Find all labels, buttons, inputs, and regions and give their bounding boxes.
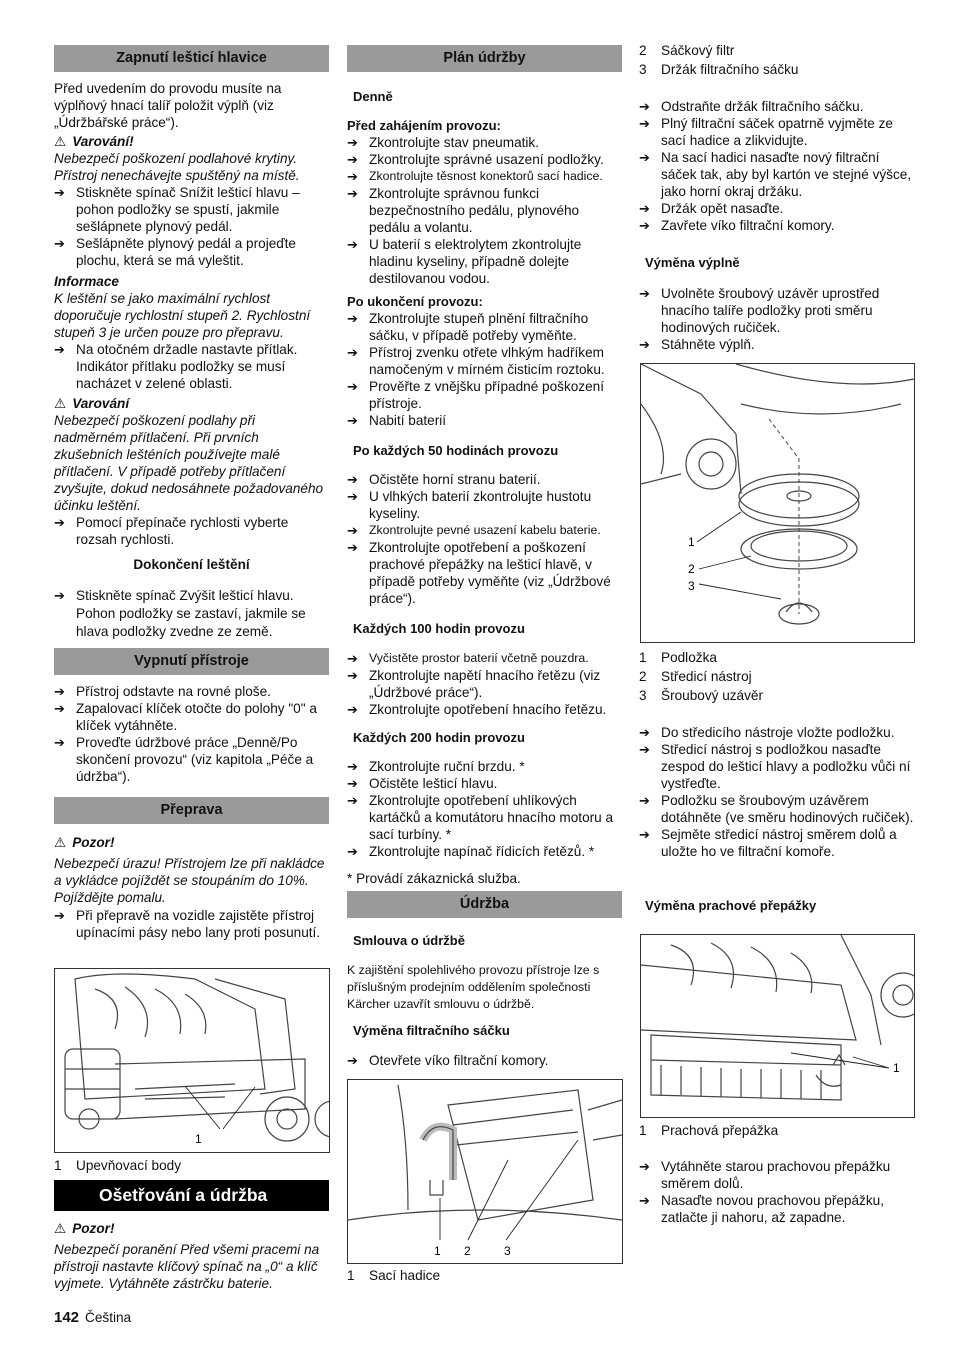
list-item: ➔ Plný filtrační sáček opatrně vyjměte ze sací hadice a zlikvidujte. [639, 116, 893, 148]
callout-number: 3 [688, 579, 695, 593]
dust-skirt-illustration [641, 935, 914, 1117]
list-item: ➔ Zkontrolujte opotřebení uhlíkových kartáčků a komutátoru hnacího motoru a sací turbíny. * [347, 793, 614, 842]
warning-text: Nebezpečí poškození podlahy při nadměrném přítlačení. Při prvních zkušebních lešténích používejte malé přítlačení. V případě potřeby přítlačení zvyšujte, dokud nedosáhnete požadovaného účinku leštění. [54, 413, 324, 513]
list-item: ➔ Sejměte středicí nástroj směrem dolů a uložte ho ve filtrační komoře. [639, 827, 897, 859]
list-item: ➔ Zkontrolujte stupeň plnění filtračního sáčku, v případě potřeby vyměňte. [347, 311, 589, 343]
list-item: ➔ Stáhněte výplň. [639, 337, 755, 352]
arrow-icon: ➔ [54, 342, 65, 357]
warning-label: ⚠ Pozor! [54, 835, 115, 850]
arrow-icon: ➔ [639, 150, 650, 165]
subsection-title: Každých 200 hodin provozu [353, 730, 525, 745]
arrow-icon: ➔ [639, 218, 650, 233]
list-item: ➔ Očistěte horní stranu baterií. [347, 472, 541, 487]
arrow-icon: ➔ [639, 337, 650, 352]
warning-triangle-icon: ⚠ [54, 1221, 67, 1236]
language-label: Čeština [85, 1310, 132, 1325]
step-list [347, 471, 622, 607]
arrow-icon: ➔ [639, 827, 650, 842]
list-item: ➔ Otevřete víko filtrační komory. [347, 1053, 549, 1068]
section-header-preprava: Přeprava [54, 797, 329, 824]
list-item: ➔ Při přepravě na vozidle zajistěte přístroj upínacími pásy nebo lany proti posunutí. [54, 908, 321, 940]
list-item: ➔ Zkontrolujte těsnost konektorů sací hadice. [347, 169, 603, 184]
subsection-title: Výměna výplně [645, 255, 740, 270]
list-item: ➔ Zkontrolujte napínač řídicích řetězů. * [347, 844, 595, 859]
arrow-icon: ➔ [347, 237, 358, 252]
figure-legend: 2 Sáčkový filtr [639, 43, 735, 58]
list-item: ➔ Zkontrolujte správné usazení podložky. [347, 152, 604, 167]
footnote: * Provádí zákaznická služba. [347, 871, 521, 886]
subsection-title: Po každých 50 hodinách provozu [353, 443, 559, 458]
list-item: ➔ Zkontrolujte opotřebení hnacího řetězu. [347, 702, 607, 717]
step-list [347, 1052, 622, 1069]
arrow-icon: ➔ [347, 186, 358, 201]
step-list [54, 514, 329, 548]
page-footer [54, 1309, 131, 1326]
list-item: ➔ Zkontrolujte stav pneumatik. [347, 135, 540, 150]
arrow-icon: ➔ [639, 286, 650, 301]
section-header-vypnuti: Vypnutí přístroje [54, 648, 329, 675]
list-item: ➔ Uvolněte šroubový uzávěr uprostřed hnacího talíře podložky proti směru hodinových ručiček. [639, 286, 880, 335]
list-item: ➔ Proveďte údržbové práce „Denně/Po skončení provozu“ (viz kapitola „Péče a údržba“). [54, 735, 314, 784]
figure-pad [640, 363, 915, 643]
list-item: ➔ Sešlápněte plynový pedál a projeďte plochu, která se má vyleštit. [54, 236, 296, 268]
figure-transport [54, 968, 330, 1153]
subsection-title: Výměna filtračního sáčku [353, 1023, 510, 1038]
arrow-icon: ➔ [639, 116, 650, 131]
warning-text: Nebezpečí úrazu! Přístrojem lze při nakládce a vykládce pojíždět se stoupáním do 10%. Pojíždějte pomalu. [54, 856, 325, 905]
list-label: Po ukončení provozu: [347, 294, 483, 309]
callout-number: 1 [195, 1132, 202, 1146]
arrow-icon: ➔ [347, 472, 358, 487]
list-item: ➔ Zkontrolujte správnou funkci bezpečnostního pedálu, plynového pedálu a volantu. [347, 186, 580, 235]
step-list [347, 650, 622, 718]
callout-number: 2 [688, 562, 695, 576]
arrow-icon: ➔ [639, 99, 650, 114]
callout-number: 2 [464, 1244, 471, 1258]
arrow-icon: ➔ [347, 759, 358, 774]
list-item: ➔ Přístroj zvenku otřete vlhkým hadříkem namočeným v mírném čisticím roztoku. [347, 345, 605, 377]
arrow-icon: ➔ [347, 135, 358, 150]
warning-label: ⚠ Varování! [54, 134, 134, 149]
filter-chamber-illustration [348, 1080, 622, 1263]
list-item: ➔ Prověřte z vnějšku případné poškození přístroje. [347, 379, 605, 411]
list-item: ➔ Držák opět nasaďte. [639, 201, 784, 216]
list-item: ➔ Vyčistěte prostor baterií včetně pouzdra. [347, 651, 589, 666]
arrow-icon: ➔ [347, 540, 358, 555]
arrow-icon: ➔ [347, 523, 358, 538]
list-item: ➔ Nasaďte novou prachovou přepážku, zatlačte ji nahoru, až zapadne. [639, 1193, 884, 1225]
step-list [639, 285, 915, 353]
arrow-icon: ➔ [347, 793, 358, 808]
chapter-header: Ošetřování a údržba [54, 1180, 329, 1211]
arrow-icon: ➔ [54, 701, 65, 716]
intro-text: Před uvedením do provodu musíte na výplňový hnací talíř položit výplň (viz „Údržbářské práce“). [54, 81, 282, 130]
list-item: ➔ Zkontrolujte ruční brzdu. * [347, 759, 525, 774]
callout-number: 1 [434, 1244, 441, 1258]
arrow-icon: ➔ [54, 185, 65, 200]
subsection-title: Každých 100 hodin provozu [353, 621, 525, 636]
callout-number: 1 [893, 1061, 900, 1075]
list-item: ➔ Stiskněte spínač Snížit lešticí hlavu – pohon podložky se spustí, jakmile sešlápnete plynový pedál. [54, 185, 300, 234]
list-item: ➔ Stiskněte spínač Zvýšit lešticí hlavu. Pohon podložky se zastaví, jakmile se hlava podložky zvedne ze země. [54, 588, 306, 639]
arrow-icon: ➔ [54, 908, 65, 923]
arrow-icon: ➔ [347, 1053, 358, 1068]
arrow-icon: ➔ [347, 489, 358, 504]
arrow-icon: ➔ [347, 379, 358, 394]
info-label: Informace [54, 274, 119, 289]
arrow-icon: ➔ [639, 201, 650, 216]
subsection-title: Smlouva o údržbě [353, 933, 465, 948]
arrow-icon: ➔ [639, 1159, 650, 1174]
list-item: ➔ Odstraňte držák filtračního sáčku. [639, 99, 864, 114]
callout-number: 1 [688, 535, 695, 549]
list-item: ➔ Zavřete víko filtrační komory. [639, 218, 835, 233]
subsection-title: Dokončení leštění [133, 557, 250, 572]
step-list [347, 310, 622, 429]
list-item: ➔ Zkontrolujte pevné usazení kabelu baterie. [347, 523, 601, 538]
step-list [639, 1158, 915, 1226]
arrow-icon: ➔ [347, 651, 358, 666]
warning-text: Nebezpečí poranění Před všemi pracemi na přístroji nastavte klíčový spínač na „0“ a klíč vyjmete. Vytáhněte zástrčku baterie. [54, 1242, 320, 1291]
arrow-icon: ➔ [54, 236, 65, 251]
pad-exploded-illustration [641, 364, 914, 642]
step-list [347, 134, 622, 287]
section-header-udrzba: Údržba [347, 891, 622, 918]
step-list [54, 587, 329, 641]
list-item: ➔ U baterií s elektrolytem zkontrolujte hladinu kyseliny, případně dolejte destilovanou vodou. [347, 237, 582, 286]
list-item: ➔ Zapalovací klíček otočte do polohy "0" a klíček vytáhněte. [54, 701, 317, 733]
list-label: Před zahájením provozu: [347, 118, 501, 133]
step-list [639, 724, 915, 860]
arrow-icon: ➔ [347, 668, 358, 683]
step-list [54, 907, 329, 941]
step-list [347, 758, 622, 860]
warning-triangle-icon: ⚠ [54, 835, 67, 850]
arrow-icon: ➔ [639, 725, 650, 740]
figure-legend: 1 Prachová přepážka [639, 1123, 779, 1138]
arrow-icon: ➔ [347, 169, 358, 184]
machine-side-illustration [55, 969, 329, 1152]
figure-skirt [640, 934, 915, 1118]
callout-number: 3 [504, 1244, 511, 1258]
arrow-icon: ➔ [347, 702, 358, 717]
arrow-icon: ➔ [54, 588, 65, 603]
figure-legend: 3 Šroubový uzávěr [639, 688, 764, 703]
contract-text: K zajištění spolehlivého provozu přístroje lze s příslušným prodejním oddělením společnosti Kärcher uzavřít smlouvu o údržbě. [347, 963, 600, 1011]
figure-filter-bag [347, 1079, 623, 1264]
list-item: ➔ Na sací hadici nasaďte nový filtrační sáček tak, aby byl kartón ve stejné výšce, jako horní okraj držáku. [639, 150, 912, 199]
list-item: ➔ Středicí nástroj s podložkou nasaďte zespod do lešticí hlavy a podložku vůči ní vystřeďte. [639, 742, 911, 791]
list-item: ➔ Očistěte lešticí hlavu. [347, 776, 498, 791]
warning-label: ⚠ Pozor! [54, 1221, 115, 1236]
warning-triangle-icon: ⚠ [54, 396, 67, 411]
list-item: ➔ Nabití baterií [347, 413, 447, 428]
arrow-icon: ➔ [347, 311, 358, 326]
subsection-title: Výměna prachové přepážky [645, 898, 817, 913]
list-item: ➔ Zkontrolujte opotřebení a poškození prachové přepážky na lešticí hlavě, v případě potřeby vyměňte (viz „Údržbové práce“). [347, 540, 611, 606]
step-list [54, 184, 329, 269]
list-item: ➔ Zkontrolujte napětí hnacího řetězu (viz „Údržbové práce“). [347, 668, 601, 700]
section-header-zapnuti: Zapnutí lešticí hlavice [54, 45, 329, 72]
warning-label: ⚠ Varování [54, 396, 130, 411]
step-list [54, 341, 329, 392]
arrow-icon: ➔ [347, 776, 358, 791]
figure-legend: 1 Podložka [639, 650, 717, 665]
list-item: ➔ Podložku se šroubovým uzávěrem dotáhněte (ve směru hodinových ručiček). [639, 793, 914, 825]
arrow-icon: ➔ [639, 1193, 650, 1208]
figure-legend: 1 Upevňovací body [54, 1158, 182, 1173]
arrow-icon: ➔ [54, 684, 65, 699]
list-item: ➔ Na otočném držadle nastavte přítlak. Indikátor přítlaku podložky se musí nacházet v zelené oblasti. [54, 342, 298, 391]
figure-legend: 3 Držák filtračního sáčku [639, 62, 799, 77]
warning-triangle-icon: ⚠ [54, 134, 67, 149]
arrow-icon: ➔ [347, 413, 358, 428]
page-number: 142 [54, 1309, 80, 1326]
arrow-icon: ➔ [54, 735, 65, 750]
warning-text: Nebezpečí poškození podlahové krytiny. Přístroj nenechávejte spuštěný na místě. [54, 151, 300, 183]
list-item: ➔ Přístroj odstavte na rovné ploše. [54, 684, 271, 699]
arrow-icon: ➔ [639, 793, 650, 808]
figure-legend: 2 Středicí nástroj [639, 669, 752, 684]
info-text: K leštění se jako maximální rychlost doporučuje rychlostní stupeň 2. Rychlostní stupeň 3 je určen pouze pro přepravu. [54, 291, 311, 340]
subsection-title: Denně [353, 89, 393, 104]
step-list [639, 98, 915, 234]
list-item: ➔ Pomocí přepínače rychlosti vyberte rozsah rychlosti. [54, 515, 289, 547]
step-list [54, 683, 329, 785]
section-header-plan: Plán údržby [347, 45, 622, 72]
arrow-icon: ➔ [347, 345, 358, 360]
arrow-icon: ➔ [54, 515, 65, 530]
list-item: ➔ Do středicího nástroje vložte podložku. [639, 725, 895, 740]
figure-legend: 1 Sací hadice [347, 1268, 441, 1283]
arrow-icon: ➔ [347, 844, 358, 859]
list-item: ➔ U vlhkých baterií zkontrolujte hustotu kyseliny. [347, 489, 592, 521]
list-item: ➔ Vytáhněte starou prachovou přepážku směrem dolů. [639, 1159, 891, 1191]
arrow-icon: ➔ [347, 152, 358, 167]
arrow-icon: ➔ [639, 742, 650, 757]
